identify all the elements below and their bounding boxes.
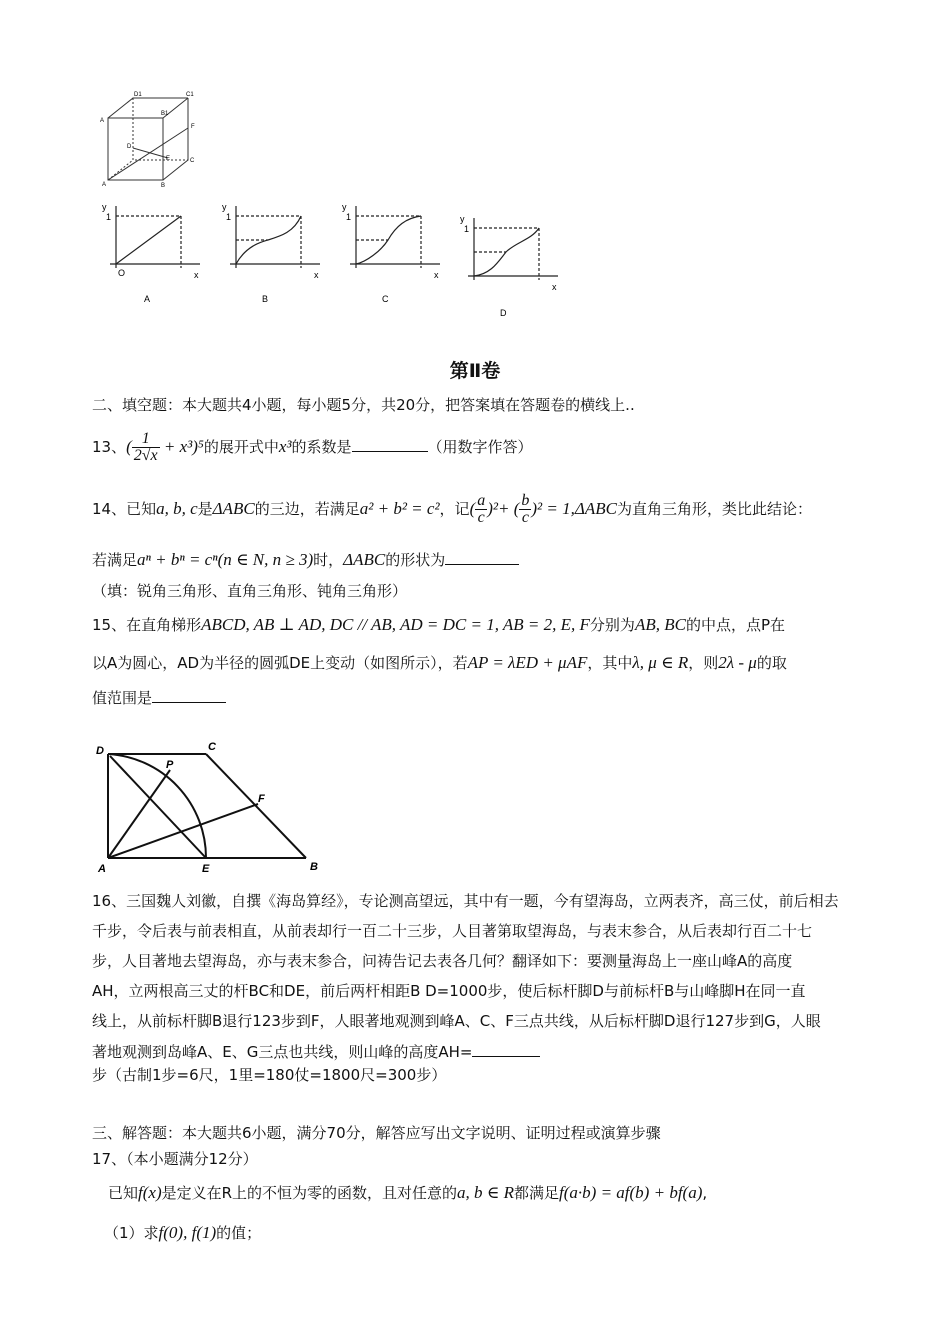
question-17-line1 <box>108 1182 707 1204</box>
text: 值范围是 <box>92 689 153 707</box>
text: , <box>702 1184 708 1202</box>
part3-heading: 三、解答题：本大题共6小题，满分70分，解答应写出文字说明、证明过程或演算步骤 <box>92 1124 661 1142</box>
text: 是定义在R上的不恒为零的函数，且对任意的 <box>161 1184 458 1202</box>
q13-note: （用数字作答） <box>427 438 533 456</box>
text: 为直角三角形，类比此结论： <box>616 500 812 518</box>
answer-blank[interactable] <box>445 548 519 565</box>
answer-blank[interactable] <box>152 686 226 703</box>
graph-label-d: D <box>500 308 507 318</box>
question-14-line2 <box>92 548 519 571</box>
tick-one: 1 <box>106 212 112 222</box>
math: f(a·b) = af(b) + bf(a) <box>559 1183 703 1202</box>
cube-label: B1 <box>161 111 169 117</box>
q13-frac-den: 2√x <box>133 447 158 464</box>
math: AB, BC <box>634 615 686 634</box>
q13-open: ( <box>126 437 132 456</box>
q14-frac-a <box>475 493 487 526</box>
text: 是 <box>197 500 213 518</box>
math: a, b, c <box>156 499 198 518</box>
question-15-line1 <box>92 614 785 636</box>
text: 的取 <box>756 654 787 672</box>
math: AP = λED + μAF <box>467 653 588 672</box>
tick-one: 1 <box>346 212 352 222</box>
question-14-line1: 14、已知a, b, c是ΔABC的三边，若满足a² + b² = c²，记( $\frac{a}{c}$ )²+ ( $\frac{b}{c}$ )² = 1,ΔABC为直角三角形，类比此结论： <box>92 492 812 526</box>
question-17-line2 <box>104 1222 261 1244</box>
frac-num: a <box>477 492 486 509</box>
cube-label: C1 <box>186 92 194 98</box>
tick-one: 1 <box>464 224 470 234</box>
math: + ( <box>498 499 520 518</box>
cube-label: D1 <box>134 92 142 98</box>
question-16-line: 千步，令后表与前表相直，从前表却行一百二十三步，人目著第取望海岛，与表末参合，从后表却行百二十七 <box>92 922 813 940</box>
axis-origin: O <box>118 268 126 278</box>
part2-heading: 二、填空题：本大题共4小题，每小题5分，共20分，把答案填在答题卷的横线上.. <box>92 396 635 414</box>
cube-label: A <box>100 118 105 124</box>
q13-mid: 的展开式中 <box>203 438 279 456</box>
question-16-line: 线上，从前标杆脚B退行123步到F，人眼著地观测到峰A、C、F三点共线，从后标杆脚D退行127步到G，人眼 <box>92 1012 821 1030</box>
cube-label: C <box>190 158 195 164</box>
label-f: F <box>258 793 265 805</box>
label-b: B <box>310 861 318 873</box>
math: 2λ - μ <box>718 653 757 672</box>
math: )² = 1, <box>531 499 575 518</box>
tick-one: 1 <box>226 212 232 222</box>
graph-label-c: C <box>382 294 389 304</box>
question-14-line3: （填：锐角三角形、直角三角形、钝角三角形） <box>92 582 408 600</box>
section-title: 第Ⅱ卷 <box>449 360 501 382</box>
text: 14、已知 <box>92 500 157 518</box>
text: 时， <box>313 551 344 569</box>
label-a: A <box>98 863 106 875</box>
cube-label: A <box>102 182 107 188</box>
math: aⁿ + bⁿ = cⁿ(n ∈ N, n ≥ 3) <box>137 550 314 569</box>
q13-fraction <box>132 431 160 464</box>
graph-label-b: B <box>262 294 269 304</box>
cube-label: D <box>127 144 132 150</box>
cube-label: E <box>166 156 171 162</box>
text: ，则 <box>688 654 719 672</box>
frac-den: c <box>477 509 485 526</box>
text: 的值； <box>216 1224 262 1242</box>
text: 15、在直角梯形 <box>92 616 202 634</box>
trapezoid-figure <box>92 740 332 875</box>
q13-number: 13、 <box>92 438 127 456</box>
text: 都满足 <box>514 1184 560 1202</box>
question-15-line2 <box>92 652 787 674</box>
math: a, b ∈ R <box>457 1183 515 1202</box>
q13-rest: + x³)⁵ <box>159 437 204 456</box>
math: ΔABC <box>574 499 617 518</box>
q14-frac-b <box>519 493 531 526</box>
label-p: P <box>166 759 174 771</box>
text: （1）求 <box>104 1224 159 1242</box>
axis-x-label: x <box>194 270 199 280</box>
axis-y-label: y <box>342 202 347 212</box>
question-16-line: 16、三国魏人刘徽，自撰《海岛算经》，专论测高望远，其中有一题，今有望海岛，立两表齐，高三仗，前后相去 <box>92 892 839 910</box>
math: f(x) <box>138 1183 162 1202</box>
question-16-line-last <box>92 1040 540 1063</box>
graph-label-a: A <box>144 294 151 304</box>
axis-y-label: y <box>460 214 465 224</box>
cube-label: F <box>191 124 195 130</box>
question-16-unit: 步（古制1步=6尺，1里=180仗=1800尺=300步） <box>92 1066 447 1084</box>
answer-blank[interactable] <box>352 435 428 452</box>
axis-y-label: y <box>102 202 107 212</box>
text: 分别为 <box>589 616 635 634</box>
axis-x-label: x <box>552 282 557 292</box>
math: a² + b² = c² <box>359 499 440 518</box>
text: 的三边，若满足 <box>254 500 360 518</box>
question-15-line3 <box>92 686 226 709</box>
text: 以A为圆心，AD为半径的圆弧DE上变动（如图所示），若 <box>92 654 468 672</box>
answer-blank[interactable] <box>472 1040 540 1057</box>
text: ，记 <box>439 500 470 518</box>
axis-y-label: y <box>222 202 227 212</box>
q13-xcube: x³ <box>278 437 292 456</box>
cube-figure <box>98 88 208 188</box>
question-13 <box>92 430 533 464</box>
math: ΔABC <box>343 550 386 569</box>
math: ABCD, AB ⊥ AD, DC // AB, AD = DC = 1, AB = 2, E, F <box>201 615 590 634</box>
graph-options-figure <box>96 196 566 326</box>
question-16-line: AH，立两根高三丈的杆BC和DE，前后两杆相距B D=1000步，使后标杆脚D与前标杆B与山峰脚H在同一直 <box>92 982 806 1000</box>
math: f(0), f(1) <box>158 1223 217 1242</box>
text: 的中点，点P在 <box>685 616 785 634</box>
cube-label: B <box>161 183 166 188</box>
text: 若满足 <box>92 551 138 569</box>
axis-x-label: x <box>434 270 439 280</box>
label-e: E <box>202 863 210 875</box>
axis-x-label: x <box>314 270 319 280</box>
q13-frac-num: 1 <box>132 431 160 448</box>
text: 著地观测到岛峰A、E、G三点也共线，则山峰的高度AH= <box>92 1043 473 1061</box>
text: 已知 <box>108 1184 139 1202</box>
math: λ, μ ∈ R <box>632 653 689 672</box>
frac-den: c <box>521 509 529 526</box>
frac-num: b <box>521 492 530 509</box>
math: ΔABC <box>212 499 255 518</box>
label-d: D <box>96 745 104 757</box>
q13-tail: 的系数是 <box>291 438 352 456</box>
text: 的形状为 <box>385 551 446 569</box>
question-17-title: 17、（本小题满分12分） <box>92 1150 258 1168</box>
label-c: C <box>208 741 216 753</box>
text: ，其中 <box>587 654 633 672</box>
question-16-line: 步，人目著地去望海岛，亦与表末参合，问祷告记去表各几何？翻译如下：要测量海岛上一座山峰A的高度 <box>92 952 793 970</box>
